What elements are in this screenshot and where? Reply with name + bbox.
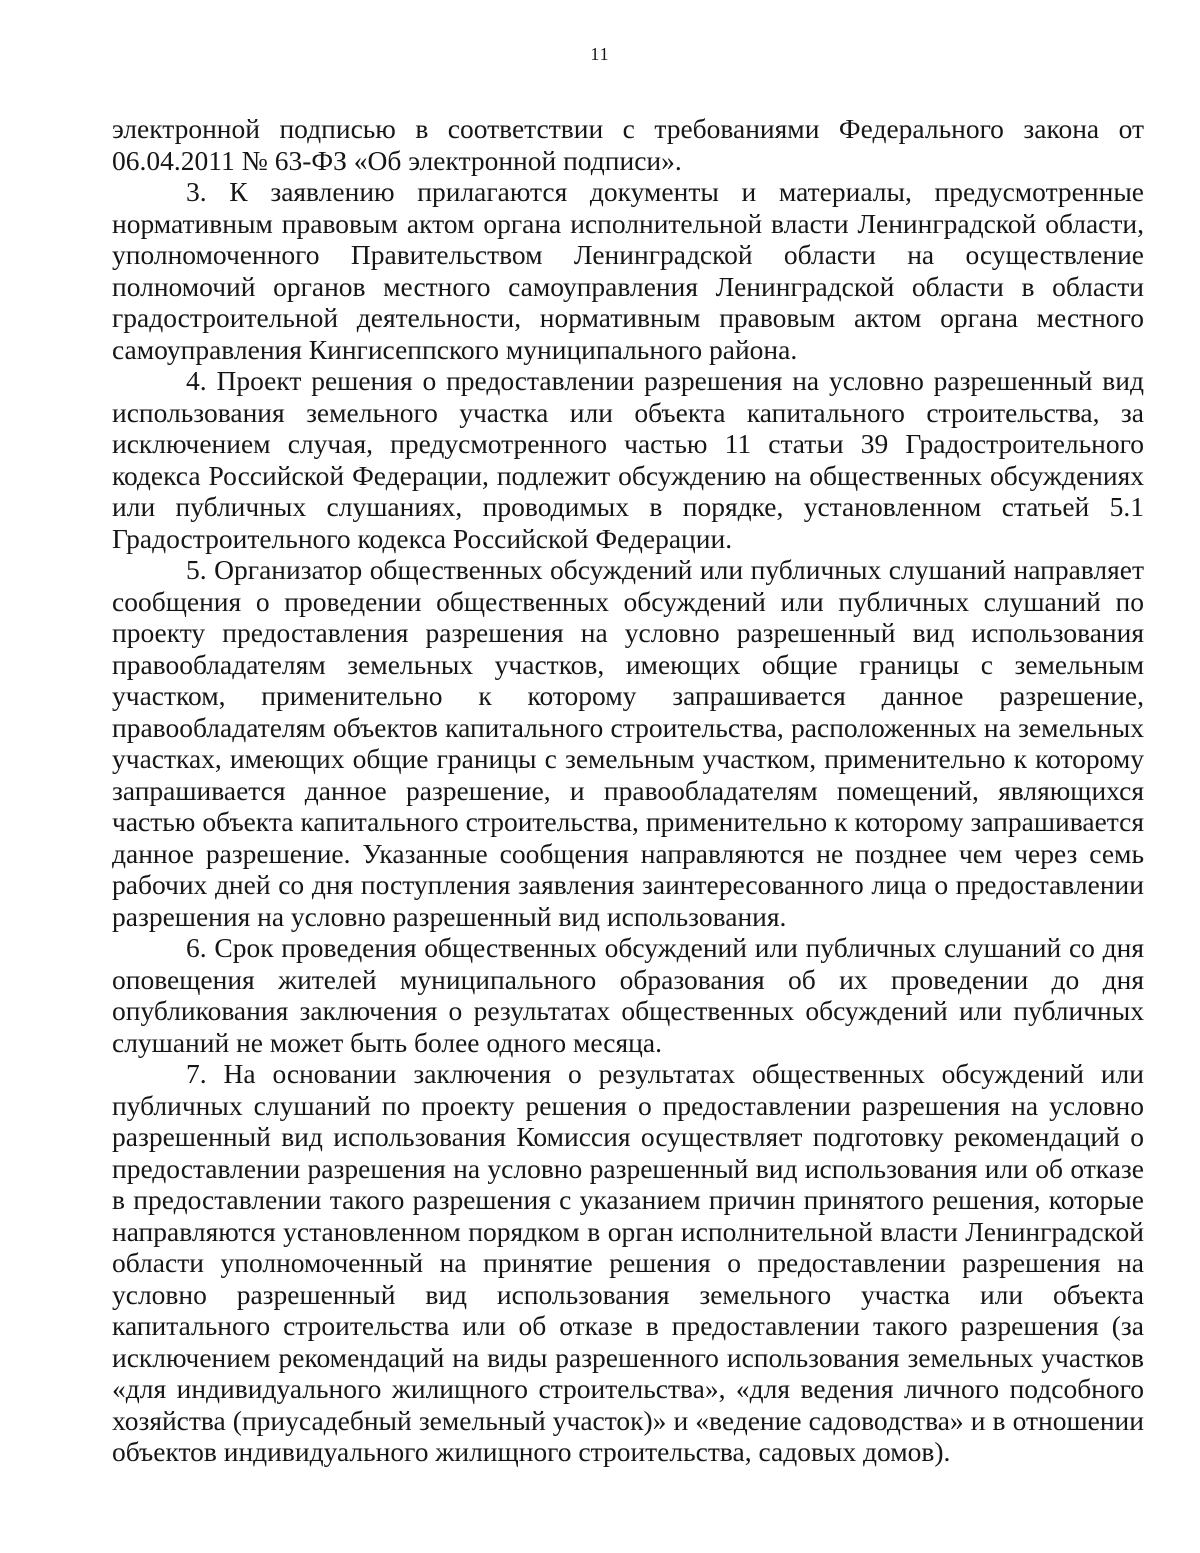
paragraph-continuation: электронной подписью в соответствии с требованиями Федерального закона от 06.04.2011 № 63-ФЗ «Об электронной подписи». [112, 113, 1144, 176]
paragraph-item-3: 3. К заявлению прилагаются документы и материалы, предусмотренные нормативным правовым актом органа исполнительной власти Ленинградской области, уполномоченного Правительством Ленинградской области на осуществление полномочий органов местного самоуправления Ленинградской области в области градостроительной деятельности, нормативным правовым актом органа местного самоуправления Кингисеппского муниципального района. [112, 176, 1144, 365]
page-number: 11 [590, 44, 610, 64]
paragraph-item-6: 6. Срок проведения общественных обсуждений или публичных слушаний со дня оповещения жителей муниципального образования об их проведении до дня опубликования заключения о результатах общественных обсуждений или публичных слушаний не может быть более одного месяца. [112, 932, 1144, 1058]
paragraph-item-5: 5. Организатор общественных обсуждений или публичных слушаний направляет сообщения о проведении общественных обсуждений или публичных слушаний по проекту предоставления разрешения на условно разрешенный вид использования правообладателям земельных участков, имеющих общие границы с земельным участком, применительно к которому запрашивается данное разрешение, правообладателям объектов капитального строительства, расположенных на земельных участках, имеющих общие границы с земельным участком, применительно к которому запрашивается данное разрешение, и правообладателям помещений, являющихся частью объекта капитального строительства, применительно к которому запрашивается данное разрешение. Указанные сообщения направляются не позднее чем через семь рабочих дней со дня поступления заявления заинтересованного лица о предоставлении разрешения на условно разрешенный вид использования. [112, 554, 1144, 932]
paragraph-item-4: 4. Проект решения о предоставлении разрешения на условно разрешенный вид использования земельного участка или объекта капитального строительства, за исключением случая, предусмотренного частью 11 статьи 39 Градостроительного кодекса Российской Федерации, подлежит обсуждению на общественных обсуждениях или публичных слушаниях, проводимых в порядке, установленном статьей 5.1 Градостроительного кодекса Российской Федерации. [112, 365, 1144, 554]
paragraph-item-7: 7. На основании заключения о результатах общественных обсуждений или публичных слушаний по проекту решения о предоставлении разрешения на условно разрешенный вид использования Комиссия осуществляет подготовку рекомендаций о предоставлении разрешения на условно разрешенный вид использования или об отказе в предоставлении такого разрешения с указанием причин принятого решения, которые направляются установленном порядком в орган исполнительной власти Ленинградской области уполномоченный на принятие решения о предоставлении разрешения на условно разрешенный вид использования земельного участка или объекта капитального строительства или об отказе в предоставлении такого разрешения (за исключением рекомендаций на виды разрешенного использования земельных участков «для индивидуального жилищного строительства», «для ведения личного подсобного хозяйства (приусадебный земельный участок)» и «ведение садоводства» и в отношении объектов индивидуального жилищного строительства, садовых домов). [112, 1058, 1144, 1467]
document-body [112, 113, 1144, 1468]
